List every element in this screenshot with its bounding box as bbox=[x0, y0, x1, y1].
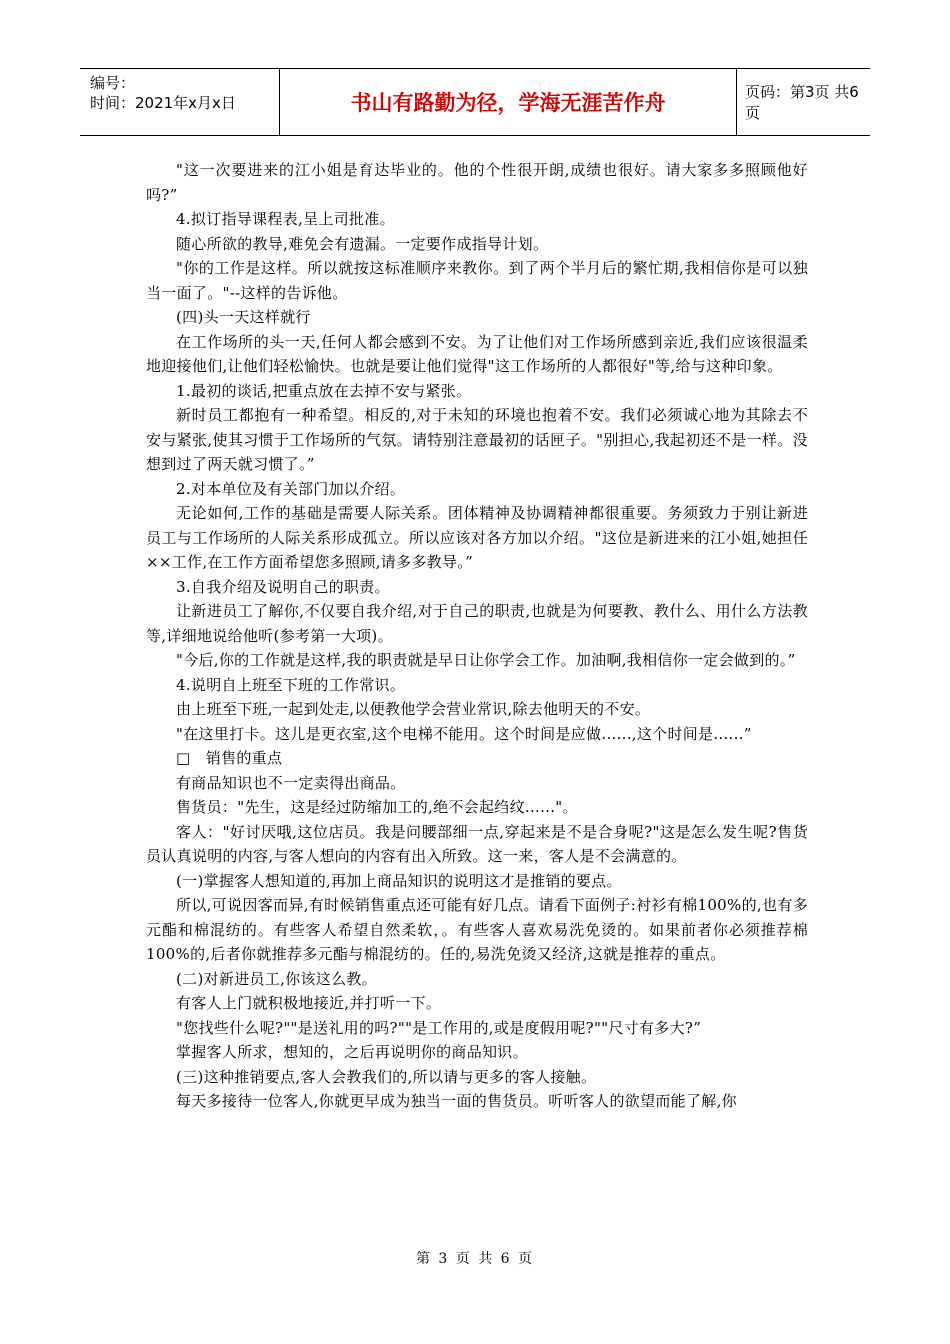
body-paragraph: 3.自我介绍及说明自己的职责。 bbox=[176, 577, 390, 596]
body-paragraph: 在工作场所的头一天,任何人都会感到不安。为了让他们对工作场所感到亲近,我们应该很温柔地迎接他们,让他们轻松愉快。也就是要让他们觉得"这工作场所的人都很好"等,给与这种印象。 bbox=[146, 332, 808, 375]
header-meta bbox=[80, 69, 280, 135]
page-footer: 第 3 页 共 6 页 bbox=[415, 1251, 535, 1267]
body-paragraph: 让新进员工了解你,不仅要自我介绍,对于自己的职责,也就是为何要教、教什么、用什么方法教等,详细地说给他听(参考第一大项)。 bbox=[146, 602, 808, 645]
document-number-label: 编号： bbox=[90, 74, 136, 92]
body-paragraph: 掌握客人所求，想知的，之后再说明你的商品知识。 bbox=[176, 1043, 528, 1061]
body-paragraph: 2.对本单位及有关部门加以介绍。 bbox=[176, 479, 406, 498]
body-paragraph: 4.说明自上班至下班的工作常识。 bbox=[176, 675, 406, 694]
page-header bbox=[80, 68, 870, 136]
body-paragraph: (二)对新进员工,你该这么教。 bbox=[176, 969, 377, 988]
body-paragraph: "这一次要进来的江小姐是育达毕业的。他的个性很开朗,成绩也很好。请大家多多照顾他好吗?” bbox=[146, 161, 808, 204]
body-paragraph: 随心所欲的教导,难免会有遗漏。一定要作成指导计划。 bbox=[176, 234, 549, 253]
body-paragraph: 有商品知识也不一定卖得出商品。 bbox=[176, 773, 406, 792]
body-paragraph: □ 销售的重点 bbox=[176, 749, 283, 767]
header-motto: 书山有路勤为径，学海无涯苦作舟 bbox=[280, 69, 737, 135]
body-paragraph: 每天多接待一位客人,你就更早成为独当一面的售货员。听听客人的欲望而能了解,你 bbox=[176, 1092, 737, 1110]
body-paragraph: "今后,你的工作就是这样,我的职责就是早日让你学会工作。加油啊,我相信你一定会做到的。” bbox=[176, 651, 796, 669]
body-paragraph: 售货员："先生，这是经过防缩加工的,绝不会起绉纹......"。 bbox=[176, 798, 578, 816]
body-paragraph: (三)这种推销要点,客人会教我们的,所以请与更多的客人接触。 bbox=[176, 1067, 597, 1086]
body-paragraph: 客人："好讨厌哦,这位店员。我是问腰部细一点,穿起来是不是合身呢?"这是怎么发生呢?售货员认真说明的内容,与客人想向的内容有出入所致。这一来，客人是不会满意的。 bbox=[146, 822, 808, 865]
body-paragraph: "您找些什么呢?""是送礼用的吗?""是工作用的,或是度假用呢?""尺寸有多大?” bbox=[176, 1018, 702, 1037]
body-paragraph: 有客人上门就积极地接近,并打听一下。 bbox=[176, 994, 442, 1012]
body-paragraph: "在这里打卡。这儿是更衣室,这个电梯不能用。这个时间是应做......,这个时间是......” bbox=[176, 724, 752, 743]
body-paragraph: 无论如何,工作的基础是需要人际关系。团体精神及协调精神都很重要。务须致力于别让新进员工与工作场所的人际关系形成孤立。所以应该对各方加以介绍。"这位是新进来的江小姐,她担任××工作,在工作方面希望您多照顾,请多多教导。” bbox=[146, 504, 808, 571]
body-paragraph: 4.拟订指导课程表,呈上司批准。 bbox=[176, 210, 395, 228]
body-paragraph: 新时员工都抱有一种希望。相反的,对于未知的环境也抱着不安。我们必须诚心地为其除去不安与紧张,使其习惯于工作场所的气氛。请特别注意最初的话匣子。"别担心,我起初还不是一样。没想到过了两天就习惯了。” bbox=[146, 406, 808, 473]
body-paragraph: 由上班至下班,一起到处走,以便教他学会营业常识,除去他明天的不安。 bbox=[176, 700, 651, 718]
document-time-label: 时间：2021年x月x日 bbox=[90, 94, 236, 112]
document-body bbox=[146, 158, 808, 1114]
body-paragraph: "你的工作是这样。所以就按这标准顺序来教你。到了两个半月后的繁忙期,我相信你是可以独当一面了。"--这样的告诉他。 bbox=[146, 259, 808, 302]
body-paragraph: 1.最初的谈话,把重点放在去掉不安与紧张。 bbox=[176, 381, 472, 400]
header-page-info: 页码：第3页 共6页 bbox=[745, 83, 859, 122]
body-paragraph: 所以,可说因客而异,有时候销售重点还可能有好几点。请看下面例子:衬衫有棉100%的,也有多元酯和棉混纺的。有些客人希望自然柔软，。有些客人喜欢易洗免烫的。如果前者你必须推荐棉100%的,后者你就推荐多元酯与棉混纺的。任的,易洗免烫又经济,这就是推荐的重点。 bbox=[146, 896, 808, 963]
body-paragraph: (一)掌握客人想知道的,再加上商品知识的说明这才是推销的要点。 bbox=[176, 871, 622, 890]
body-paragraph: (四)头一天这样就行 bbox=[176, 308, 311, 326]
